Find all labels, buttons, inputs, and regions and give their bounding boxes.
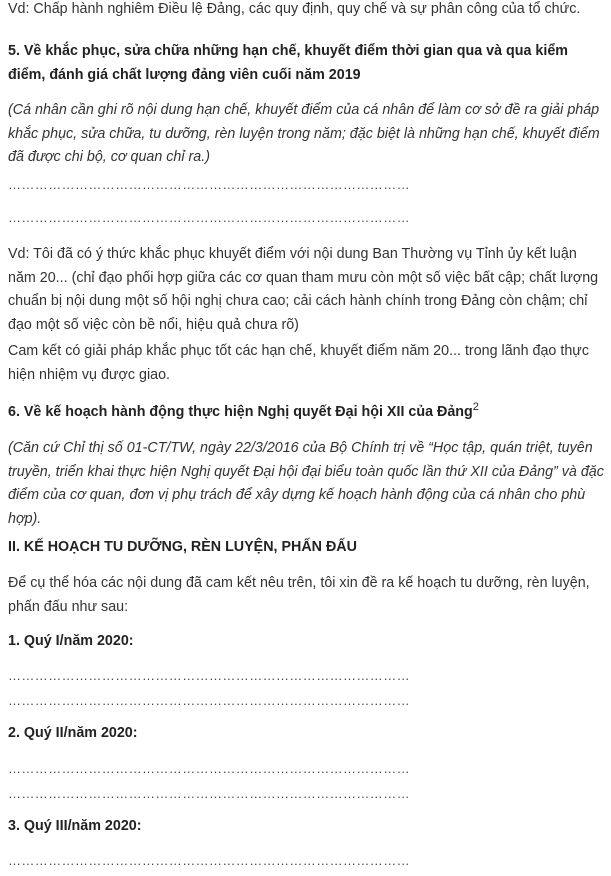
quarter-2-heading: 2. Quý II/năm 2020: [8, 725, 138, 741]
footnote-marker: 2 [472, 401, 479, 414]
section-6-note: (Căn cứ Chỉ thị số 01-CT/TW, ngày 22/3/2016 của Bộ Chính trị về “Học tập, quán triệt, tuyên truyền, triển khai thực hiện Nghị quyết Đại hội đại biểu toàn quốc lần thứ XII của Đảng” và đặc điểm của cơ quan, đơn vị phụ trách để xây dựng kế hoạch hành động của cá nhân cho phù hợp). [8, 440, 604, 527]
quarter-1-heading: 1. Quý I/năm 2020: [8, 633, 134, 649]
fill-in-line: ……………………………………………………………………………… [8, 761, 410, 776]
part-II-heading: II. KẾ HOẠCH TU DƯỠNG, RÈN LUYỆN, PHẤN ĐẤU [8, 539, 357, 555]
commitment-paragraph: Cam kết có giải pháp khắc phục tốt các hạn chế, khuyết điểm năm 20... trong lãnh đạo thực hiện nhiệm vụ được giao. [8, 343, 589, 383]
part-II-intro: Để cụ thể hóa các nội dung đã cam kết nêu trên, tôi xin đề ra kế hoạch tu dưỡng, rèn luyện, phấn đấu như sau: [8, 575, 590, 615]
fill-in-line: ……………………………………………………………………………… [8, 693, 410, 708]
section-6-heading-text: 6. Về kế hoạch hành động thực hiện Nghị quyết Đại hội XII của Đảng [8, 404, 473, 420]
section-5-heading: 5. Về khắc phục, sửa chữa những hạn chế, khuyết điểm thời gian qua và qua kiểm điểm, đánh giá chất lượng đảng viên cuối năm 2019 [8, 43, 569, 83]
example-paragraph-remedy: Vd: Tôi đã có ý thức khắc phục khuyết điểm với nội dung Ban Thường vụ Tỉnh ủy kết luận năm 20... (chỉ đạo phối hợp giữa các cơ quan tham mưu còn một số việc bất cập; chất lượng chuẩn bị nội dung một số hội nghị chưa cao; cải cách hành chính trong Đảng còn chậm; chỉ đạo một số việc còn bề nổi, hiệu quả chưa rõ) [8, 246, 599, 333]
example-paragraph-discipline: Vd: Chấp hành nghiêm Điều lệ Đảng, các quy định, quy chế và sự phân công của tổ chức. [8, 1, 581, 17]
fill-in-line: ……………………………………………………………………………… [8, 853, 410, 868]
quarter-3-heading: 3. Quý III/năm 2020: [8, 818, 142, 834]
fill-in-line: ……………………………………………………………………………… [8, 177, 410, 192]
section-5-note: (Cá nhân cần ghi rõ nội dung hạn chế, khuyết điểm của cá nhân để làm cơ sở đề ra giải pháp khắc phục, sửa chữa, tu dưỡng, rèn luyện trong năm; đặc biệt là những hạn chế, khuyết điểm đã được chi bộ, cơ quan chỉ ra.) [8, 102, 600, 165]
fill-in-line: ……………………………………………………………………………… [8, 668, 410, 683]
fill-in-line: ……………………………………………………………………………… [8, 786, 410, 801]
fill-in-line: ……………………………………………………………………………… [8, 210, 410, 225]
section-6-heading [8, 401, 604, 425]
